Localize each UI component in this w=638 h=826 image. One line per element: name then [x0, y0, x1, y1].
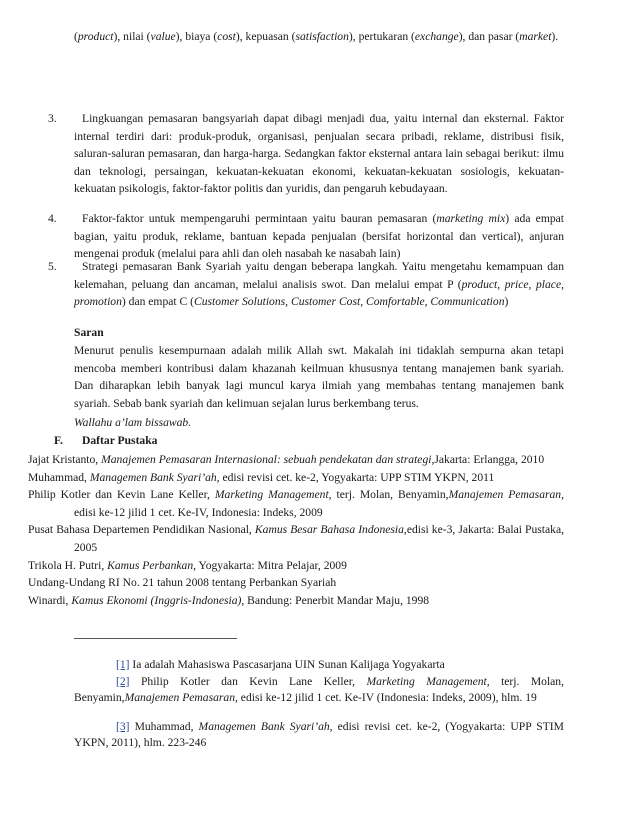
text: ).: [551, 30, 559, 43]
saran-paragraph: Menurut penulis kesempurnaan adalah milik Allah swt. Makalah ini tidaklah sempurna akan tetapi mencoba memberi kontribusi dalam khazanah keilmuan khususnya tentang manajemen bank syariah. Dan diharapkan lebih banyak lagi muncul karya ilmiah yang membahas tentang manajemen bank syariah. Sebab bank syariah dan kelimuan sejalan lurus berkembang terus.: [74, 344, 564, 410]
title: Kamus Ekonomi (Inggris-Indonesia),: [71, 593, 245, 607]
footnote-1: [74, 657, 564, 673]
text: Bandung: Penerbit Mandar Maju, 1998: [244, 593, 430, 607]
footnote-2: [74, 674, 564, 707]
section-letter: F.: [54, 434, 63, 447]
footnote-3: [74, 719, 564, 752]
title: Manajemen Pemasaran,: [124, 691, 238, 705]
text: Strategi pemasaran Bank Syariah yaitu dengan beberapa langkah. Yaitu mengetahu kemampuan dan kelemahan, peluang dan ancaman, melalui analisis swot. Dan melalui empat P (: [74, 260, 564, 291]
list-number-4: 4.: [48, 212, 57, 225]
text: Yogyakarta: Mitra Pelajar, 2009: [196, 558, 347, 572]
reference-item: [28, 521, 564, 556]
title: Kamus Besar Bahasa Indonesia,: [254, 523, 407, 537]
term-exchange: exchange: [414, 30, 459, 43]
text: ), nilai (: [113, 30, 151, 43]
footnote-link-2[interactable]: [2]: [116, 675, 130, 688]
text: edisi ke-12 jilid 1 cet. Ke-IV (Indonesia: Indeks, 2009), hlm. 19: [237, 691, 537, 705]
saran-heading: Saran: [74, 326, 104, 339]
reference-list: [28, 451, 564, 609]
text: edisi ke-3, Jakarta: Balai Pustaka, 2005: [74, 523, 564, 554]
text: terj. Molan, Benyamin,: [331, 488, 449, 502]
title: Marketing Management,: [214, 488, 332, 502]
term-market: market: [519, 30, 552, 43]
item-2-continuation: [74, 28, 564, 46]
title: Managemen Bank Syari’ah,: [198, 720, 333, 733]
term-product: product: [77, 30, 114, 43]
text: ) dan empat C (: [121, 295, 195, 309]
text: ), dan pasar (: [458, 30, 520, 43]
text: edisi revisi cet. ke-2, (Yogyakarta: UPP STIM YKPN, 2011), hlm. 223-246: [74, 720, 564, 750]
text: Jakarta: Erlangga, 2010: [434, 453, 545, 466]
reference-item: [28, 486, 564, 521]
footnote-link-3[interactable]: [3]: [116, 720, 130, 733]
text: Pusat Bahasa Departemen Pendidikan Nasional,: [28, 523, 255, 537]
text: terj. Molan, Benyamin,: [74, 675, 565, 705]
text: Trikola H. Putri,: [28, 558, 108, 572]
saran-closing: Wallahu a’lam bissawab.: [74, 416, 192, 429]
text: edisi revisi cet. ke-2, Yogyakarta: UPP STIM YKPN, 2011: [219, 470, 495, 484]
title: Manajemen Pemasaran Internasional: sebuah pendekatan dan strategi,: [101, 453, 435, 466]
title: Managemen Bank Syari’ah,: [89, 470, 220, 484]
term-4c: Customer Solutions, Customer Cost, Comfortable, Communication: [194, 295, 505, 309]
text: ), pertukaran (: [348, 30, 415, 43]
text: ): [504, 295, 509, 309]
text: Muhammad,: [129, 720, 199, 733]
text: Undang-Undang RI No. 21 tahun 2008 tentang Perbankan Syariah: [28, 576, 337, 590]
text: Ia adalah Mahasiswa Pascasarjana UIN Sunan Kalijaga Yogyakarta: [129, 658, 445, 671]
text: ), biaya (: [175, 30, 218, 43]
text: ) ada empat bagian, yaitu produk, reklame, bantuan kepada penjualan (bersifat horizontal dan vertical), anjuran mengenai produk (melalui para ahli dan oleh nasabah ke nasabah lain): [74, 212, 564, 261]
term-cost: cost: [217, 30, 236, 43]
title: Kamus Perbankan,: [107, 558, 197, 572]
reference-item: [28, 469, 564, 487]
title: Marketing Management,: [366, 675, 490, 688]
text: Philip Kotler dan Kevin Lane Keller,: [28, 488, 215, 502]
title: Manajemen Pemasaran,: [448, 488, 564, 502]
footnote-separator: [74, 638, 237, 639]
list-item-4: [74, 210, 564, 263]
reference-item: [28, 557, 564, 575]
reference-item: [28, 451, 564, 469]
text: Winardi,: [28, 593, 72, 607]
list-number-5: 5.: [48, 260, 57, 273]
term-marketing-mix: marketing mix: [436, 212, 506, 225]
reference-item: [28, 574, 564, 592]
reference-item: [28, 592, 564, 610]
text: Jajat Kristanto,: [28, 453, 102, 466]
section-heading: Daftar Pustaka: [82, 434, 158, 447]
list-item-5: [74, 258, 564, 311]
text: (: [74, 30, 78, 43]
term-value: value: [150, 30, 176, 43]
term-4p: product, price, place, promotion: [74, 277, 564, 309]
text: Muhammad,: [28, 470, 90, 484]
text: ), kepuasan (: [235, 30, 296, 43]
text: edisi ke-12 jilid 1 cet. Ke-IV, Indonesia: Indeks, 2009: [74, 505, 323, 519]
list-item-3: Lingkuangan pemasaran bangsyariah dapat dibagi menjadi dua, yaitu internal dan eksternal. Faktor internal terdiri dari: produk-produk, organisasi, penjualan secara pribadi, reklame, distribusi fisik, saluran-saluran pemasaran, dan harga-harga. Sedangkan faktor eksternal antara lain sebagai berikut: ilmu dan teknologi, persaingan, kekuatan-kekuatan ekonomi, kekuatan-kekuatan sosiologis, kekuatan-kekuatan psikologis, faktor-faktor politis dan yuridis, dan pengaruh kebudayaan.: [74, 112, 564, 196]
list-number-3: 3.: [48, 112, 57, 125]
term-satisfaction: satisfaction: [295, 30, 349, 43]
text: Faktor-faktor untuk mempengaruhi permintaan yaitu bauran pemasaran (: [82, 212, 437, 225]
footnote-link-1[interactable]: [1]: [116, 658, 130, 671]
text: Philip Kotler dan Kevin Lane Keller,: [129, 675, 367, 688]
